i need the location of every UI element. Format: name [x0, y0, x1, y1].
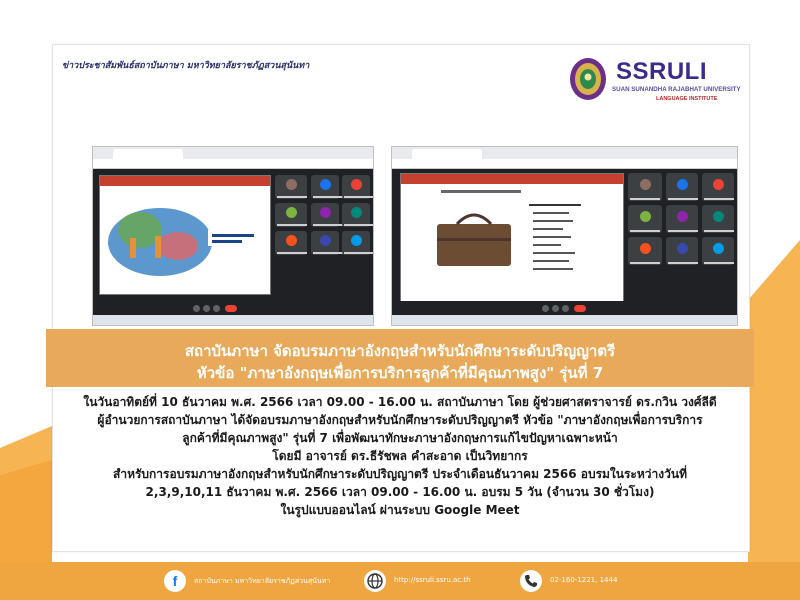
participant-tile	[275, 231, 307, 255]
headline-line-1: สถาบันภาษา จัดอบรมภาษาอังกฤษสำหรับนักศึกษาระดับปริญญาตรี	[184, 342, 616, 360]
participant-tile	[311, 203, 339, 227]
headline-line-2: หัวข้อ "ภาษาอังกฤษเพื่อการบริการลูกค้าที่มีคุณภาพสูง" รุ่นที่ 7	[196, 364, 604, 382]
university-name: SUAN SUNANDHA RAJABHAT UNIVERSITY	[612, 86, 741, 93]
header-caption: ข่าวประชาสัมพันธ์สถาบันภาษา มหาวิทยาลัยราชภัฏสวนสุนันทา	[62, 61, 310, 71]
shared-slide	[99, 175, 271, 295]
institute-name: LANGUAGE INSTITUTE	[656, 96, 718, 102]
shared-slide	[400, 173, 624, 305]
body-line: 2,3,9,10,11 ธันวาคม พ.ศ. 2566 เวลา 09.00 - 16.00 น. อบรม 5 วัน (จำนวน 30 ชั่วโมง)	[145, 485, 655, 499]
brand-name: SSRULI	[616, 58, 708, 85]
present-icon	[562, 305, 569, 312]
meeting-screenshot-left	[92, 146, 374, 326]
participant-tile	[702, 205, 734, 233]
footer-bar	[0, 562, 800, 600]
participant-tile	[628, 237, 662, 265]
body-line: โดยมี อาจารย์ ดร.ธีรัชพล คำสะอาด เป็นวิทยากร	[272, 449, 528, 463]
university-seal-icon	[568, 56, 608, 102]
news-body	[62, 393, 738, 519]
participant-tile	[342, 175, 370, 199]
camera-icon	[552, 305, 559, 312]
body-line: ลูกค้าที่มีคุณภาพสูง" รุ่นที่ 7 เพื่อพัฒนาทักษะภาษาอังกฤษการแก้ไขปัญหาเฉพาะหน้า	[182, 431, 618, 445]
body-line: สำหรับการอบรมภาษาอังกฤษสำหรับนักศึกษาระดับปริญญาตรี ประจำเดือนธันวาคม 2566 อบรมในระหว่างวันที่	[113, 467, 687, 481]
globe-icon	[364, 570, 386, 592]
ssruli-logo	[568, 56, 740, 106]
slide-bag-image	[401, 184, 623, 304]
body-line: ในรูปแบบออนไลน์ ผ่านระบบ Google Meet	[280, 503, 520, 517]
end-call-icon	[574, 305, 586, 312]
camera-icon	[203, 305, 210, 312]
participant-tile	[666, 173, 698, 201]
meet-controls	[93, 301, 373, 315]
participant-tile	[702, 173, 734, 201]
participant-tile	[311, 231, 339, 255]
participant-tile	[666, 205, 698, 233]
participant-tile	[275, 203, 307, 227]
end-call-icon	[225, 305, 237, 312]
facebook-label: สถาบันภาษา มหาวิทยาลัยราชภัฏสวนสุนันทา	[194, 577, 331, 585]
slide-illustration	[100, 186, 270, 294]
facebook-icon: f	[164, 570, 186, 592]
website-link[interactable]: http://ssruli.ssru.ac.th	[394, 576, 471, 584]
footer-website[interactable]	[364, 570, 504, 592]
mic-icon	[193, 305, 200, 312]
meet-controls	[392, 301, 737, 315]
phone-icon	[520, 570, 542, 592]
participant-tile	[702, 237, 734, 265]
participant-tile	[342, 203, 370, 227]
participant-tile	[628, 173, 662, 201]
participant-tile	[666, 237, 698, 265]
body-line: ผู้อำนวยการสถาบันภาษา ได้จัดอบรมภาษาอังกฤษสำหรับนักศึกษาระดับปริญญาตรี หัวข้อ "ภาษาอังกฤษเพื่อการบริการ	[97, 413, 703, 427]
headline-band	[46, 329, 754, 387]
mic-icon	[542, 305, 549, 312]
phone-number: 02-160-1221, 1444	[550, 576, 618, 584]
meeting-screenshot-right	[391, 146, 738, 326]
participant-tile	[342, 231, 370, 255]
present-icon	[213, 305, 220, 312]
footer-phone	[520, 570, 660, 592]
participant-tile	[628, 205, 662, 233]
footer-facebook[interactable]	[164, 570, 354, 592]
participant-tile	[311, 175, 339, 199]
participant-tile	[275, 175, 307, 199]
body-line: ในวันอาทิตย์ที่ 10 ธันวาคม พ.ศ. 2566 เวลา 09.00 - 16.00 น. สถาบันภาษา โดย ผู้ช่วยศาสตราจารย์ ดร.กวิน วงศ์ลีดี	[83, 395, 717, 409]
